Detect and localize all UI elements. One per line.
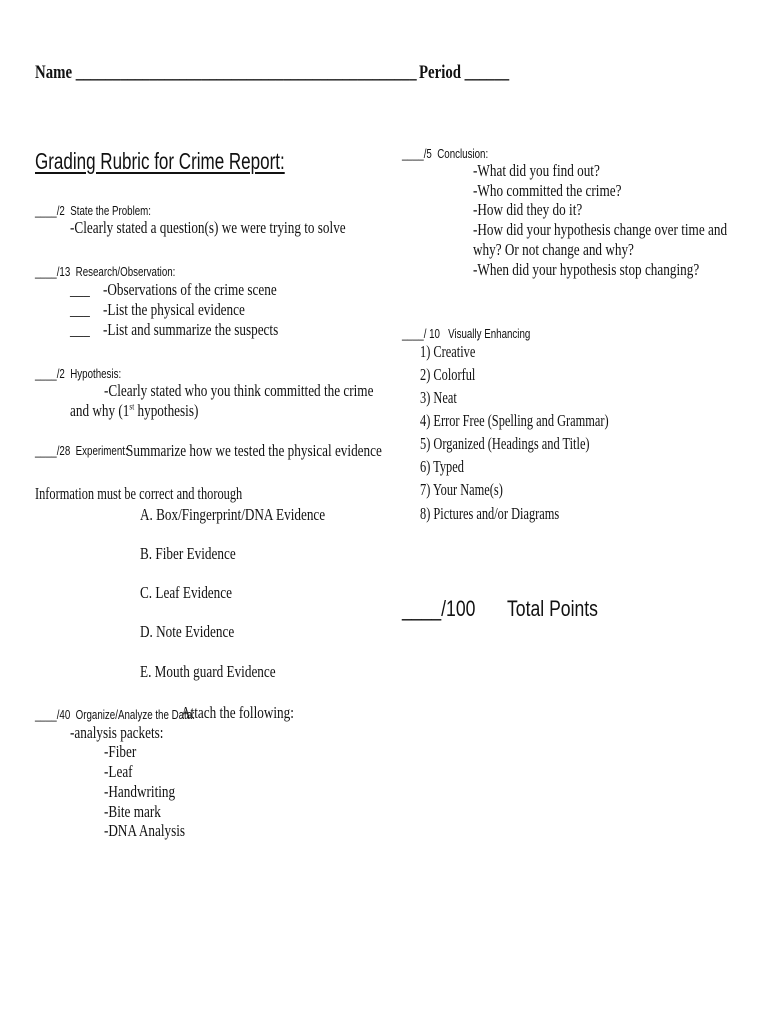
analysis-item: -Leaf xyxy=(104,762,133,781)
problem-heading: ____/2 State the Problem: xyxy=(35,204,152,218)
visual-item: 4) Error Free (Spelling and Grammar) xyxy=(420,411,609,430)
analysis-item: -Bite mark xyxy=(104,802,161,821)
hypothesis-heading: ____/2 Hypothesis: xyxy=(35,367,122,381)
hypothesis-line-1: -Clearly stated who you think committed the crime xyxy=(104,381,374,400)
organize-sub: -analysis packets: xyxy=(70,723,164,742)
visual-item: 6) Typed xyxy=(420,457,464,476)
total-score: ____/100 xyxy=(402,596,476,621)
conclusion-line: -When did your hypothesis stop changing? xyxy=(473,260,700,279)
experiment-heading: ____/28 Experiment: xyxy=(35,444,128,458)
conclusion-line: -How did your hypothesis change over time and xyxy=(473,220,728,239)
period-field-label: Period ______ xyxy=(419,62,510,83)
evidence-item: B. Fiber Evidence xyxy=(140,544,236,563)
hypothesis-line-2: and why (1st hypothesis) xyxy=(70,401,199,420)
visual-item: 1) Creative xyxy=(420,342,476,361)
research-heading: ____/13 Research/Observation: xyxy=(35,265,176,279)
conclusion-line: -Who committed the crime? xyxy=(473,181,622,200)
research-item: ___ -List and summarize the suspects xyxy=(70,320,279,339)
conclusion-line: -How did they do it? xyxy=(473,200,583,219)
research-item: ___ -Observations of the crime scene xyxy=(70,280,277,299)
conclusion-line: why? Or not change and why? xyxy=(473,240,634,259)
problem-item: -Clearly stated a question(s) we were trying to solve xyxy=(70,218,346,237)
experiment-text: Summarize how we tested the physical evidence xyxy=(126,441,382,460)
conclusion-line: -What did you find out? xyxy=(473,161,600,180)
organize-text: Attach the following: xyxy=(181,703,294,722)
visual-item: 8) Pictures and/or Diagrams xyxy=(420,504,560,523)
visual-item: 2) Colorful xyxy=(420,365,476,384)
page-title: Grading Rubric for Crime Report: xyxy=(35,148,285,174)
analysis-item: -Handwriting xyxy=(104,782,176,801)
research-item: ___ -List the physical evidence xyxy=(70,300,245,319)
visual-item: 5) Organized (Headings and Title) xyxy=(420,434,590,453)
total-label: Total Points xyxy=(507,596,598,621)
evidence-item: E. Mouth guard Evidence xyxy=(140,662,276,681)
organize-heading: ____/40 Organize/Analyze the Data: xyxy=(35,708,195,722)
evidence-item: A. Box/Fingerprint/DNA Evidence xyxy=(140,505,326,524)
evidence-item: D. Note Evidence xyxy=(140,622,235,641)
visual-item: 7) Your Name(s) xyxy=(420,480,503,499)
analysis-item: -DNA Analysis xyxy=(104,821,186,840)
conclusion-heading: ____/5 Conclusion: xyxy=(402,147,489,161)
analysis-item: -Fiber xyxy=(104,742,137,761)
evidence-item: C. Leaf Evidence xyxy=(140,583,232,602)
visual-heading: ____/ 10 Visually Enhancing xyxy=(402,327,531,341)
information-text: Information must be correct and thorough xyxy=(35,484,243,503)
visual-item: 3) Neat xyxy=(420,388,457,407)
name-field-label: Name ______________________________________________ xyxy=(35,62,417,83)
